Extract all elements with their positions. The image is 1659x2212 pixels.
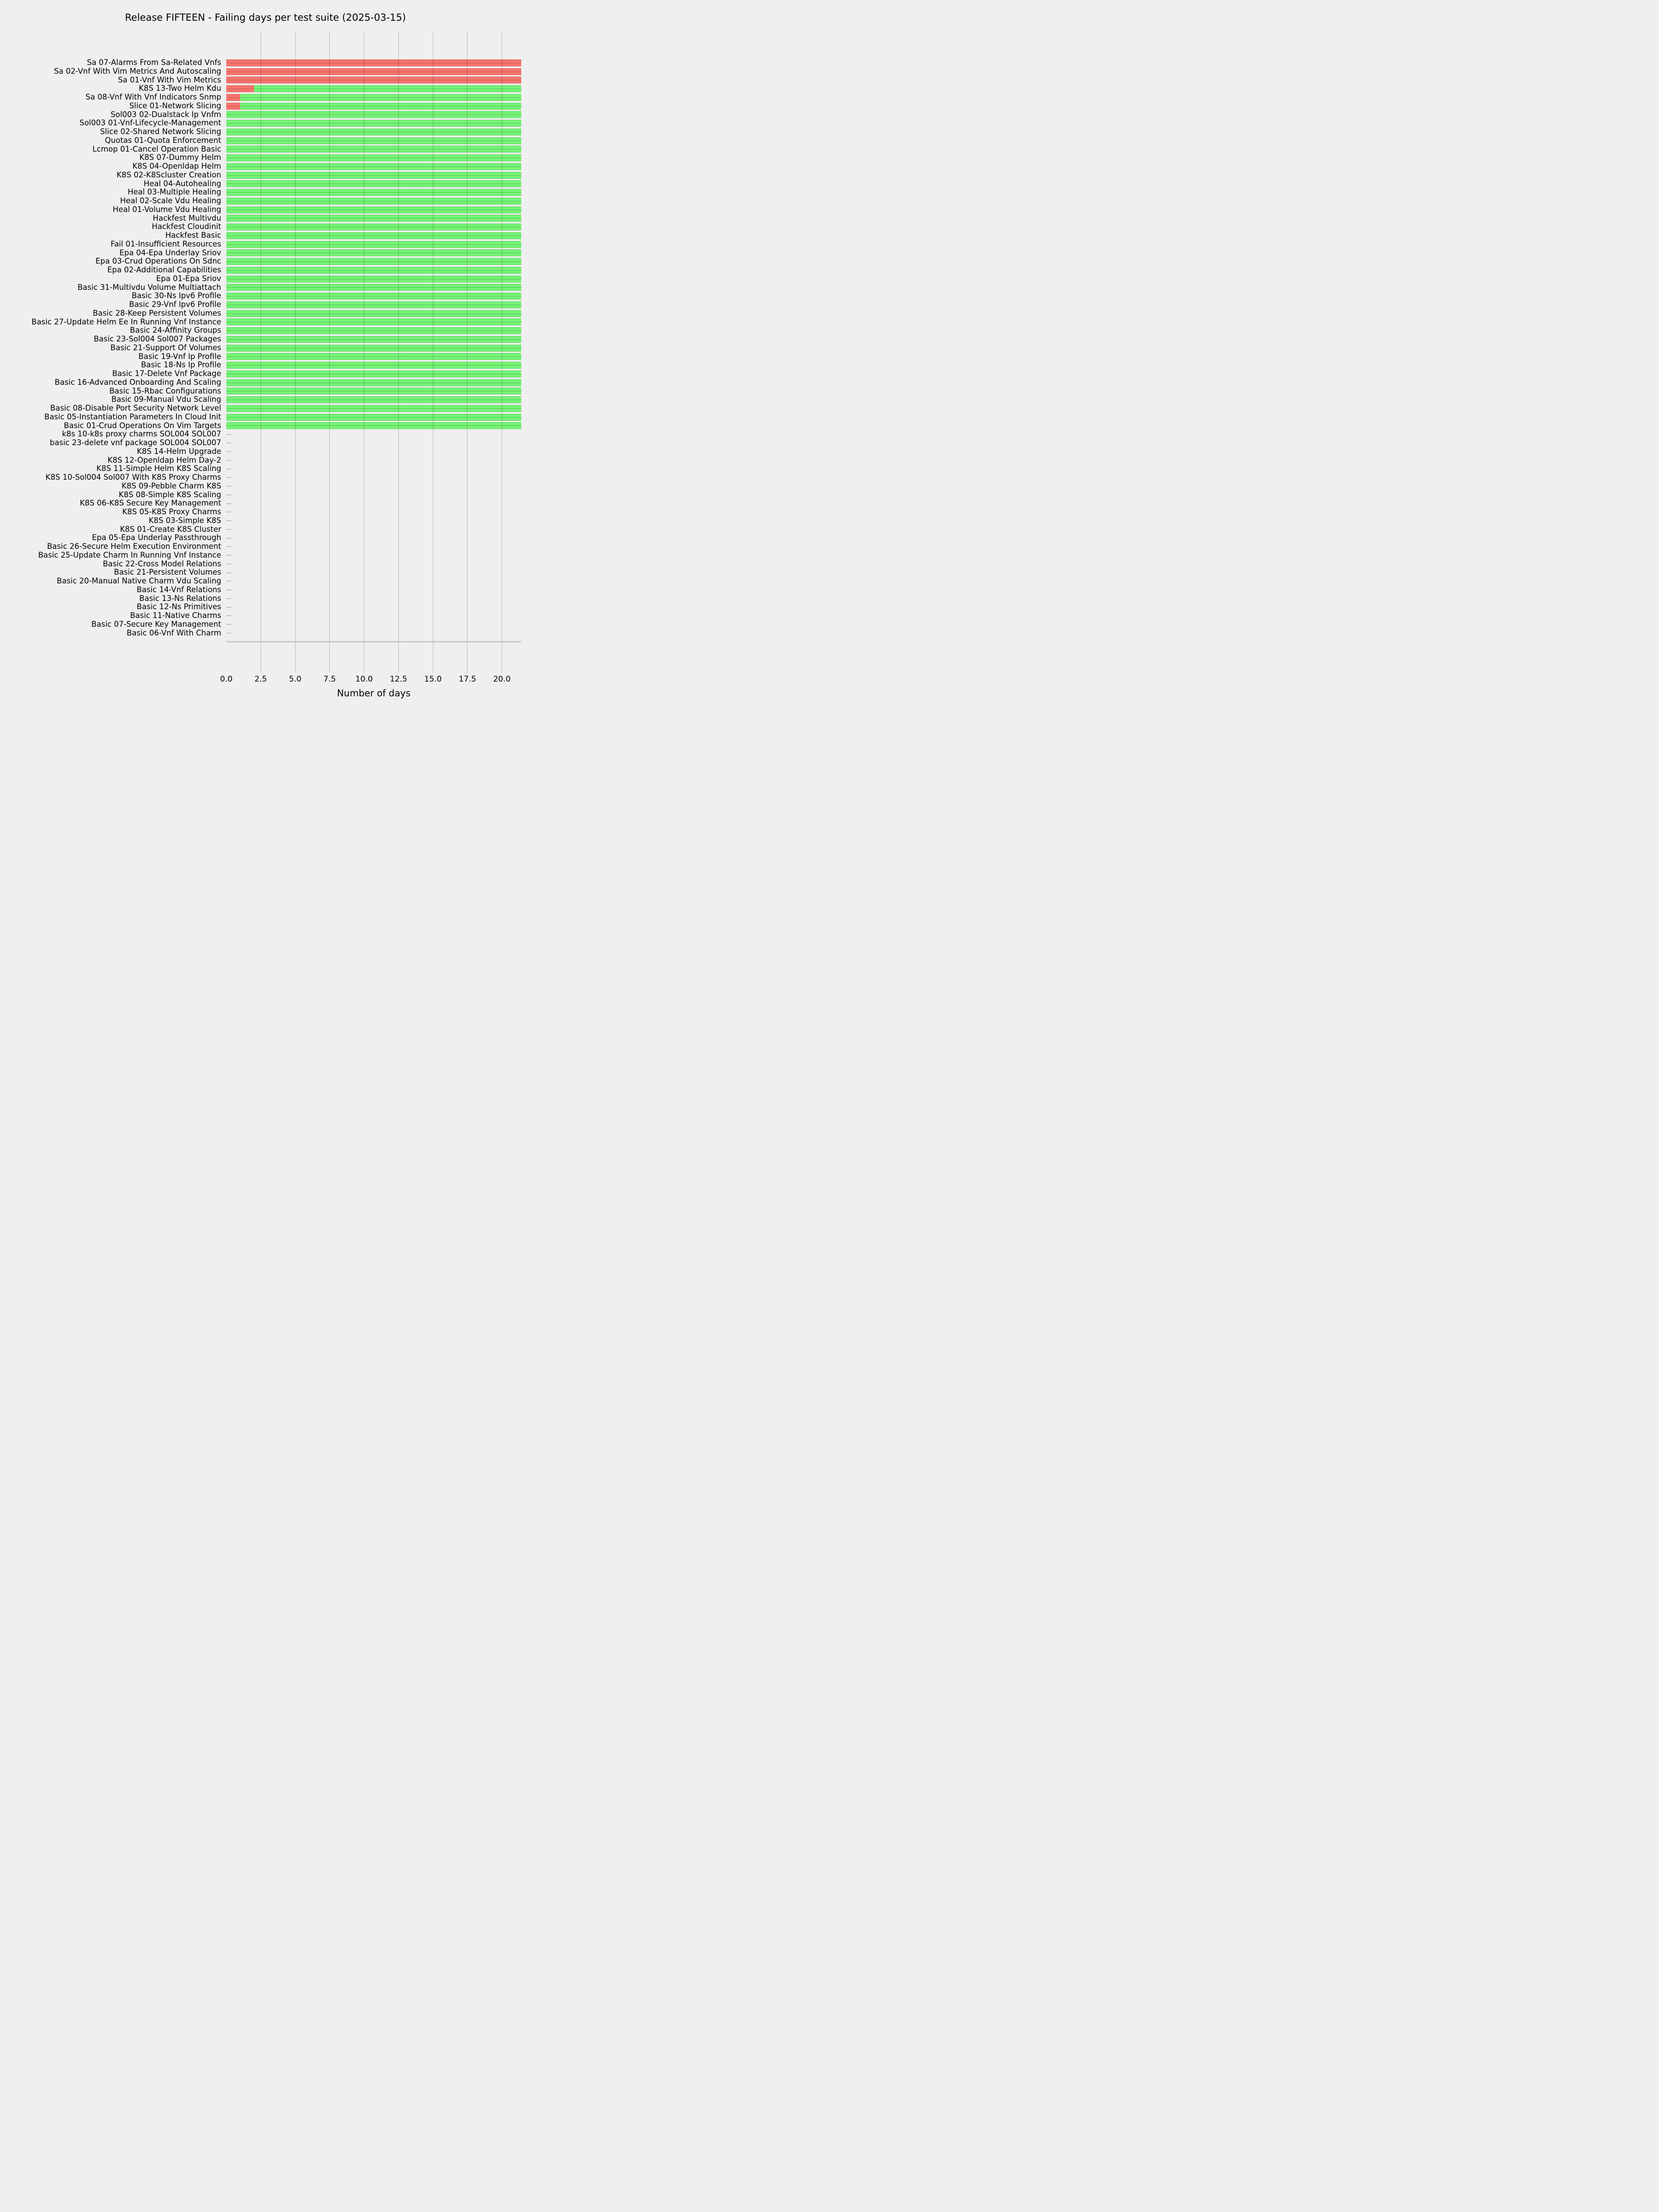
bar-row <box>226 542 521 551</box>
category-label: Basic 24-Affinity Groups <box>129 326 221 335</box>
bar-row <box>226 387 521 396</box>
category-label: Sol003 02-Dualstack Ip Vnfm <box>111 110 221 119</box>
passing-bar-segment <box>226 276 521 282</box>
bar-row <box>226 378 521 387</box>
stacked-bar <box>226 137 521 144</box>
passing-bar-segment <box>226 137 521 144</box>
stacked-bar <box>226 224 521 230</box>
x-axis-title: Number of days <box>337 688 411 699</box>
stacked-bar <box>226 59 521 66</box>
bar-row <box>226 422 521 430</box>
x-tick-label: 12.5 <box>389 675 407 684</box>
chart-title: Release FIFTEEN - Failing days per test suite (2025-03-15) <box>125 12 406 23</box>
stacked-bar <box>226 371 521 377</box>
stacked-bar <box>226 241 521 248</box>
category-label: Basic 19-Vnf Ip Profile <box>138 352 221 361</box>
bar-row <box>226 76 521 85</box>
stacked-bar <box>226 85 521 92</box>
category-label: Basic 18-Ns Ip Profile <box>141 360 221 370</box>
stacked-bar <box>226 180 521 187</box>
passing-bar-segment <box>226 163 521 170</box>
passing-bar-segment <box>226 189 521 196</box>
bar-row <box>226 517 521 525</box>
x-tick-label: 10.0 <box>355 675 373 684</box>
passing-bar-segment <box>226 249 521 256</box>
bar-row <box>226 404 521 413</box>
bar-row <box>226 257 521 266</box>
bar-row <box>226 586 521 594</box>
bar-row <box>226 84 521 93</box>
stacked-bar <box>226 198 521 205</box>
bar-row <box>226 534 521 542</box>
passing-bar-segment <box>226 396 521 403</box>
category-label: Basic 25-Update Charm In Running Vnf Instance <box>38 550 221 559</box>
gridline <box>433 31 434 673</box>
passing-bar-segment <box>226 232 521 239</box>
category-label: Basic 09-Manual Vdu Scaling <box>111 395 221 404</box>
category-label: Basic 11-Native Charms <box>130 611 221 620</box>
passing-bar-segment <box>226 414 521 421</box>
category-label: K8S 06-K8S Secure Key Management <box>80 499 221 508</box>
bar-row <box>226 162 521 171</box>
bar-row <box>226 551 521 560</box>
x-tick-label: 15.0 <box>424 675 442 684</box>
bar-row <box>226 395 521 404</box>
bar-row <box>226 59 521 67</box>
category-label: Basic 17-Delete Vnf Package <box>112 369 221 378</box>
category-label: Fail 01-Insufficient Resources <box>110 239 221 248</box>
bar-row <box>226 499 521 508</box>
category-label: Lcmop 01-Cancel Operation Basic <box>92 144 221 153</box>
x-tick-label: 5.0 <box>289 675 302 684</box>
stacked-bar <box>226 232 521 239</box>
x-axis-spine <box>226 641 521 642</box>
stacked-bar <box>226 258 521 265</box>
category-label: Basic 16-Advanced Onboarding And Scaling <box>54 377 221 387</box>
bar-row <box>226 102 521 111</box>
category-label: Basic 21-Support Of Volumes <box>110 343 221 352</box>
category-label: K8S 03-Simple K8S <box>148 516 221 525</box>
passing-bar-segment <box>226 120 521 127</box>
bar-row <box>226 447 521 456</box>
category-label: Basic 15-Rbac Configurations <box>109 386 221 395</box>
category-label: Heal 01-Volume Vdu Healing <box>112 205 221 214</box>
stacked-bar <box>226 327 521 334</box>
bar-row <box>226 612 521 620</box>
bar-row <box>226 439 521 447</box>
bar-row <box>226 111 521 119</box>
stacked-bar <box>226 103 521 110</box>
passing-bar-segment <box>226 241 521 248</box>
category-label: K8S 10-Sol004 Sol007 With K8S Proxy Charms <box>45 473 221 482</box>
stacked-bar <box>226 336 521 343</box>
bar-row <box>226 275 521 283</box>
passing-bar-segment <box>226 422 521 429</box>
stacked-bar <box>226 284 521 291</box>
failing-bar-segment <box>226 59 521 66</box>
stacked-bar <box>226 405 521 412</box>
bar-row <box>226 214 521 223</box>
stacked-bar <box>226 318 521 325</box>
bar-row <box>226 309 521 318</box>
stacked-bar <box>226 310 521 317</box>
bar-row <box>226 353 521 361</box>
x-tick-label: 0.0 <box>220 675 233 684</box>
stacked-bar <box>226 293 521 300</box>
category-label: K8S 14-Helm Upgrade <box>137 447 221 456</box>
bar-row <box>226 180 521 188</box>
x-tick-label: 20.0 <box>493 675 511 684</box>
category-label: Basic 31-Multivdu Volume Multiattach <box>77 282 221 292</box>
gridline <box>364 31 365 673</box>
plot-area <box>226 31 521 673</box>
category-label: Basic 13-Ns Relations <box>139 594 221 603</box>
category-label: K8S 11-Simple Helm K8S Scaling <box>96 464 221 473</box>
category-label: Basic 20-Manual Native Charm Vdu Scaling <box>57 577 221 585</box>
bar-row <box>226 197 521 206</box>
passing-bar-segment <box>240 103 521 110</box>
category-label: Heal 02-Scale Vdu Healing <box>120 196 221 205</box>
passing-bar-segment <box>226 172 521 179</box>
bar-row <box>226 344 521 353</box>
bar-row <box>226 93 521 102</box>
figure <box>0 0 531 708</box>
bar-row <box>226 508 521 517</box>
bar-row <box>226 223 521 231</box>
stacked-bar <box>226 189 521 196</box>
bar-row <box>226 206 521 214</box>
bar-row <box>226 67 521 76</box>
category-label: Quotas 01-Quota Enforcement <box>105 135 221 145</box>
stacked-bar <box>226 267 521 274</box>
category-label: Epa 02-Additional Capabilities <box>107 265 221 274</box>
category-label: Sa 02-Vnf With Vim Metrics And Autoscaling <box>54 66 221 76</box>
category-label: Basic 22-Cross Model Relations <box>103 559 221 568</box>
bar-row <box>226 629 521 638</box>
category-label: Hackfest Cloudinit <box>152 222 221 231</box>
passing-bar-segment <box>226 345 521 352</box>
bar-row <box>226 361 521 370</box>
passing-bar-segment <box>226 215 521 222</box>
bar-row <box>226 318 521 327</box>
failing-bar-segment <box>226 68 521 75</box>
category-label: Epa 05-Epa Underlay Passthrough <box>92 533 221 542</box>
category-label: Basic 29-Vnf Ipv6 Profile <box>129 300 221 309</box>
category-label: K8S 13-Two Helm Kdu <box>139 84 221 93</box>
bar-row <box>226 249 521 258</box>
bar-row <box>226 465 521 473</box>
bar-row <box>226 473 521 482</box>
stacked-bar <box>226 163 521 170</box>
category-label: Epa 01-Epa Sriov <box>156 274 221 283</box>
bar-row <box>226 430 521 439</box>
stacked-bar <box>226 129 521 135</box>
category-label: K8S 08-Simple K8S Scaling <box>118 490 221 499</box>
passing-bar-segment <box>226 379 521 386</box>
passing-bar-segment <box>226 146 521 153</box>
passing-bar-segment <box>226 371 521 377</box>
category-label: Slice 02-Shared Network Slicing <box>100 127 221 136</box>
category-label: Heal 03-Multiple Healing <box>127 188 221 197</box>
bar-row <box>226 568 521 577</box>
category-label: Basic 28-Keep Persistent Volumes <box>93 308 221 318</box>
bar-row <box>226 413 521 422</box>
bar-row <box>226 188 521 197</box>
passing-bar-segment <box>226 353 521 360</box>
failing-bar-segment <box>226 76 521 83</box>
bar-row <box>226 335 521 344</box>
bar-row <box>226 171 521 180</box>
category-label: Basic 12-Ns Primitives <box>136 602 221 612</box>
category-label: Hackfest Multivdu <box>153 213 221 223</box>
bar-row <box>226 136 521 145</box>
passing-bar-segment <box>226 111 521 118</box>
category-label: Basic 27-Update Helm Ee In Running Vnf Instance <box>31 317 221 326</box>
passing-bar-segment <box>226 388 521 394</box>
bar-row <box>226 266 521 275</box>
stacked-bar <box>226 353 521 360</box>
stacked-bar <box>226 276 521 282</box>
failing-bar-segment <box>226 94 240 101</box>
bar-row <box>226 283 521 292</box>
passing-bar-segment <box>226 154 521 161</box>
bar-row <box>226 603 521 612</box>
stacked-bar <box>226 120 521 127</box>
category-label: K8S 01-Create K8S Cluster <box>120 524 221 534</box>
category-label: Basic 30-Ns Ipv6 Profile <box>131 291 221 300</box>
x-tick-label: 17.5 <box>459 675 477 684</box>
stacked-bar <box>226 345 521 352</box>
category-label: Hackfest Basic <box>165 231 221 240</box>
passing-bar-segment <box>226 206 521 213</box>
category-label: K8S 02-K8Scluster Creation <box>117 170 221 179</box>
stacked-bar <box>226 111 521 118</box>
passing-bar-segment <box>226 293 521 300</box>
stacked-bar <box>226 206 521 213</box>
category-label: K8S 09-Pebble Charm K8S <box>121 481 221 490</box>
category-label: Basic 23-Sol004 Sol007 Packages <box>94 335 221 343</box>
category-label: Sa 07-Alarms From Sa-Related Vnfs <box>87 58 221 67</box>
passing-bar-segment <box>226 180 521 187</box>
stacked-bar <box>226 215 521 222</box>
passing-bar-segment <box>226 224 521 230</box>
bar-row <box>226 128 521 136</box>
stacked-bar <box>226 422 521 429</box>
bar-row <box>226 456 521 465</box>
stacked-bar <box>226 388 521 394</box>
category-label: K8S 05-K8S Proxy Charms <box>122 507 221 516</box>
passing-bar-segment <box>226 258 521 265</box>
stacked-bar <box>226 379 521 386</box>
bar-row <box>226 525 521 534</box>
passing-bar-segment <box>226 284 521 291</box>
bar-row <box>226 620 521 629</box>
stacked-bar <box>226 362 521 369</box>
category-label: Basic 06-Vnf With Charm <box>126 628 221 637</box>
stacked-bar <box>226 414 521 421</box>
stacked-bar <box>226 146 521 153</box>
passing-bar-segment <box>226 198 521 205</box>
category-label: Basic 21-Persistent Volumes <box>114 568 221 577</box>
bar-row <box>226 145 521 154</box>
gridline <box>398 31 399 673</box>
category-label: Epa 03-Crud Operations On Sdnc <box>95 257 221 266</box>
category-label: Basic 14-Vnf Relations <box>136 585 221 594</box>
passing-bar-segment <box>226 327 521 334</box>
stacked-bar <box>226 76 521 83</box>
failing-bar-segment <box>226 103 240 110</box>
bar-row <box>226 594 521 603</box>
category-label: Slice 01-Network Slicing <box>129 101 221 110</box>
category-label: Sa 01-Vnf With Vim Metrics <box>118 75 221 84</box>
bar-row <box>226 231 521 240</box>
bar-row <box>226 370 521 378</box>
gridline <box>260 31 261 673</box>
passing-bar-segment <box>226 267 521 274</box>
bar-row <box>226 577 521 586</box>
bar-row <box>226 240 521 249</box>
stacked-bar <box>226 68 521 75</box>
gridline <box>501 31 502 673</box>
passing-bar-segment <box>226 405 521 412</box>
stacked-bar <box>226 154 521 161</box>
category-label: basic 23-delete vnf package SOL004 SOL007 <box>50 438 221 447</box>
passing-bar-segment <box>226 318 521 325</box>
category-label: Epa 04-Epa Underlay Sriov <box>119 248 221 257</box>
stacked-bar <box>226 172 521 179</box>
passing-bar-segment <box>240 94 521 101</box>
failing-bar-segment <box>226 85 254 92</box>
x-tick-label: 7.5 <box>323 675 336 684</box>
passing-bar-segment <box>226 336 521 343</box>
bar-row <box>226 292 521 300</box>
category-label: K8S 07-Dummy Helm <box>139 153 221 162</box>
gridline <box>467 31 468 673</box>
gridline <box>295 31 296 673</box>
bar-row <box>226 560 521 569</box>
x-tick-label: 2.5 <box>254 675 267 684</box>
stacked-bar <box>226 94 521 101</box>
passing-bar-segment <box>254 85 521 92</box>
category-label: k8s 10-k8s proxy charms SOL004 SOL007 <box>62 429 221 439</box>
category-label: Sa 08-Vnf With Vnf Indicators Snmp <box>85 93 221 101</box>
bar-row <box>226 326 521 335</box>
category-label: Basic 01-Crud Operations On Vim Targets <box>64 421 221 430</box>
bar-row <box>226 153 521 162</box>
bar-row <box>226 491 521 500</box>
passing-bar-segment <box>226 129 521 135</box>
category-label: Sol003 01-Vnf-Lifecycle-Management <box>79 118 221 128</box>
category-label: Basic 08-Disable Port Security Network Level <box>50 404 221 412</box>
passing-bar-segment <box>226 362 521 369</box>
category-label: Heal 04-Autohealing <box>143 179 221 188</box>
gridline <box>329 31 330 673</box>
bar-row <box>226 119 521 128</box>
bar-row <box>226 300 521 309</box>
category-label: Basic 05-Instantiation Parameters In Cloud Init <box>44 412 221 421</box>
stacked-bar <box>226 301 521 308</box>
category-label: K8S 04-Openldap Helm <box>132 162 221 171</box>
category-label: Basic 07-Secure Key Management <box>91 619 221 629</box>
bar-row <box>226 482 521 491</box>
category-label: Basic 26-Secure Helm Execution Environment <box>47 542 221 551</box>
passing-bar-segment <box>226 301 521 308</box>
passing-bar-segment <box>226 310 521 317</box>
stacked-bar <box>226 396 521 403</box>
stacked-bar <box>226 249 521 256</box>
category-label: K8S 12-Openldap Helm Day-2 <box>107 455 221 465</box>
